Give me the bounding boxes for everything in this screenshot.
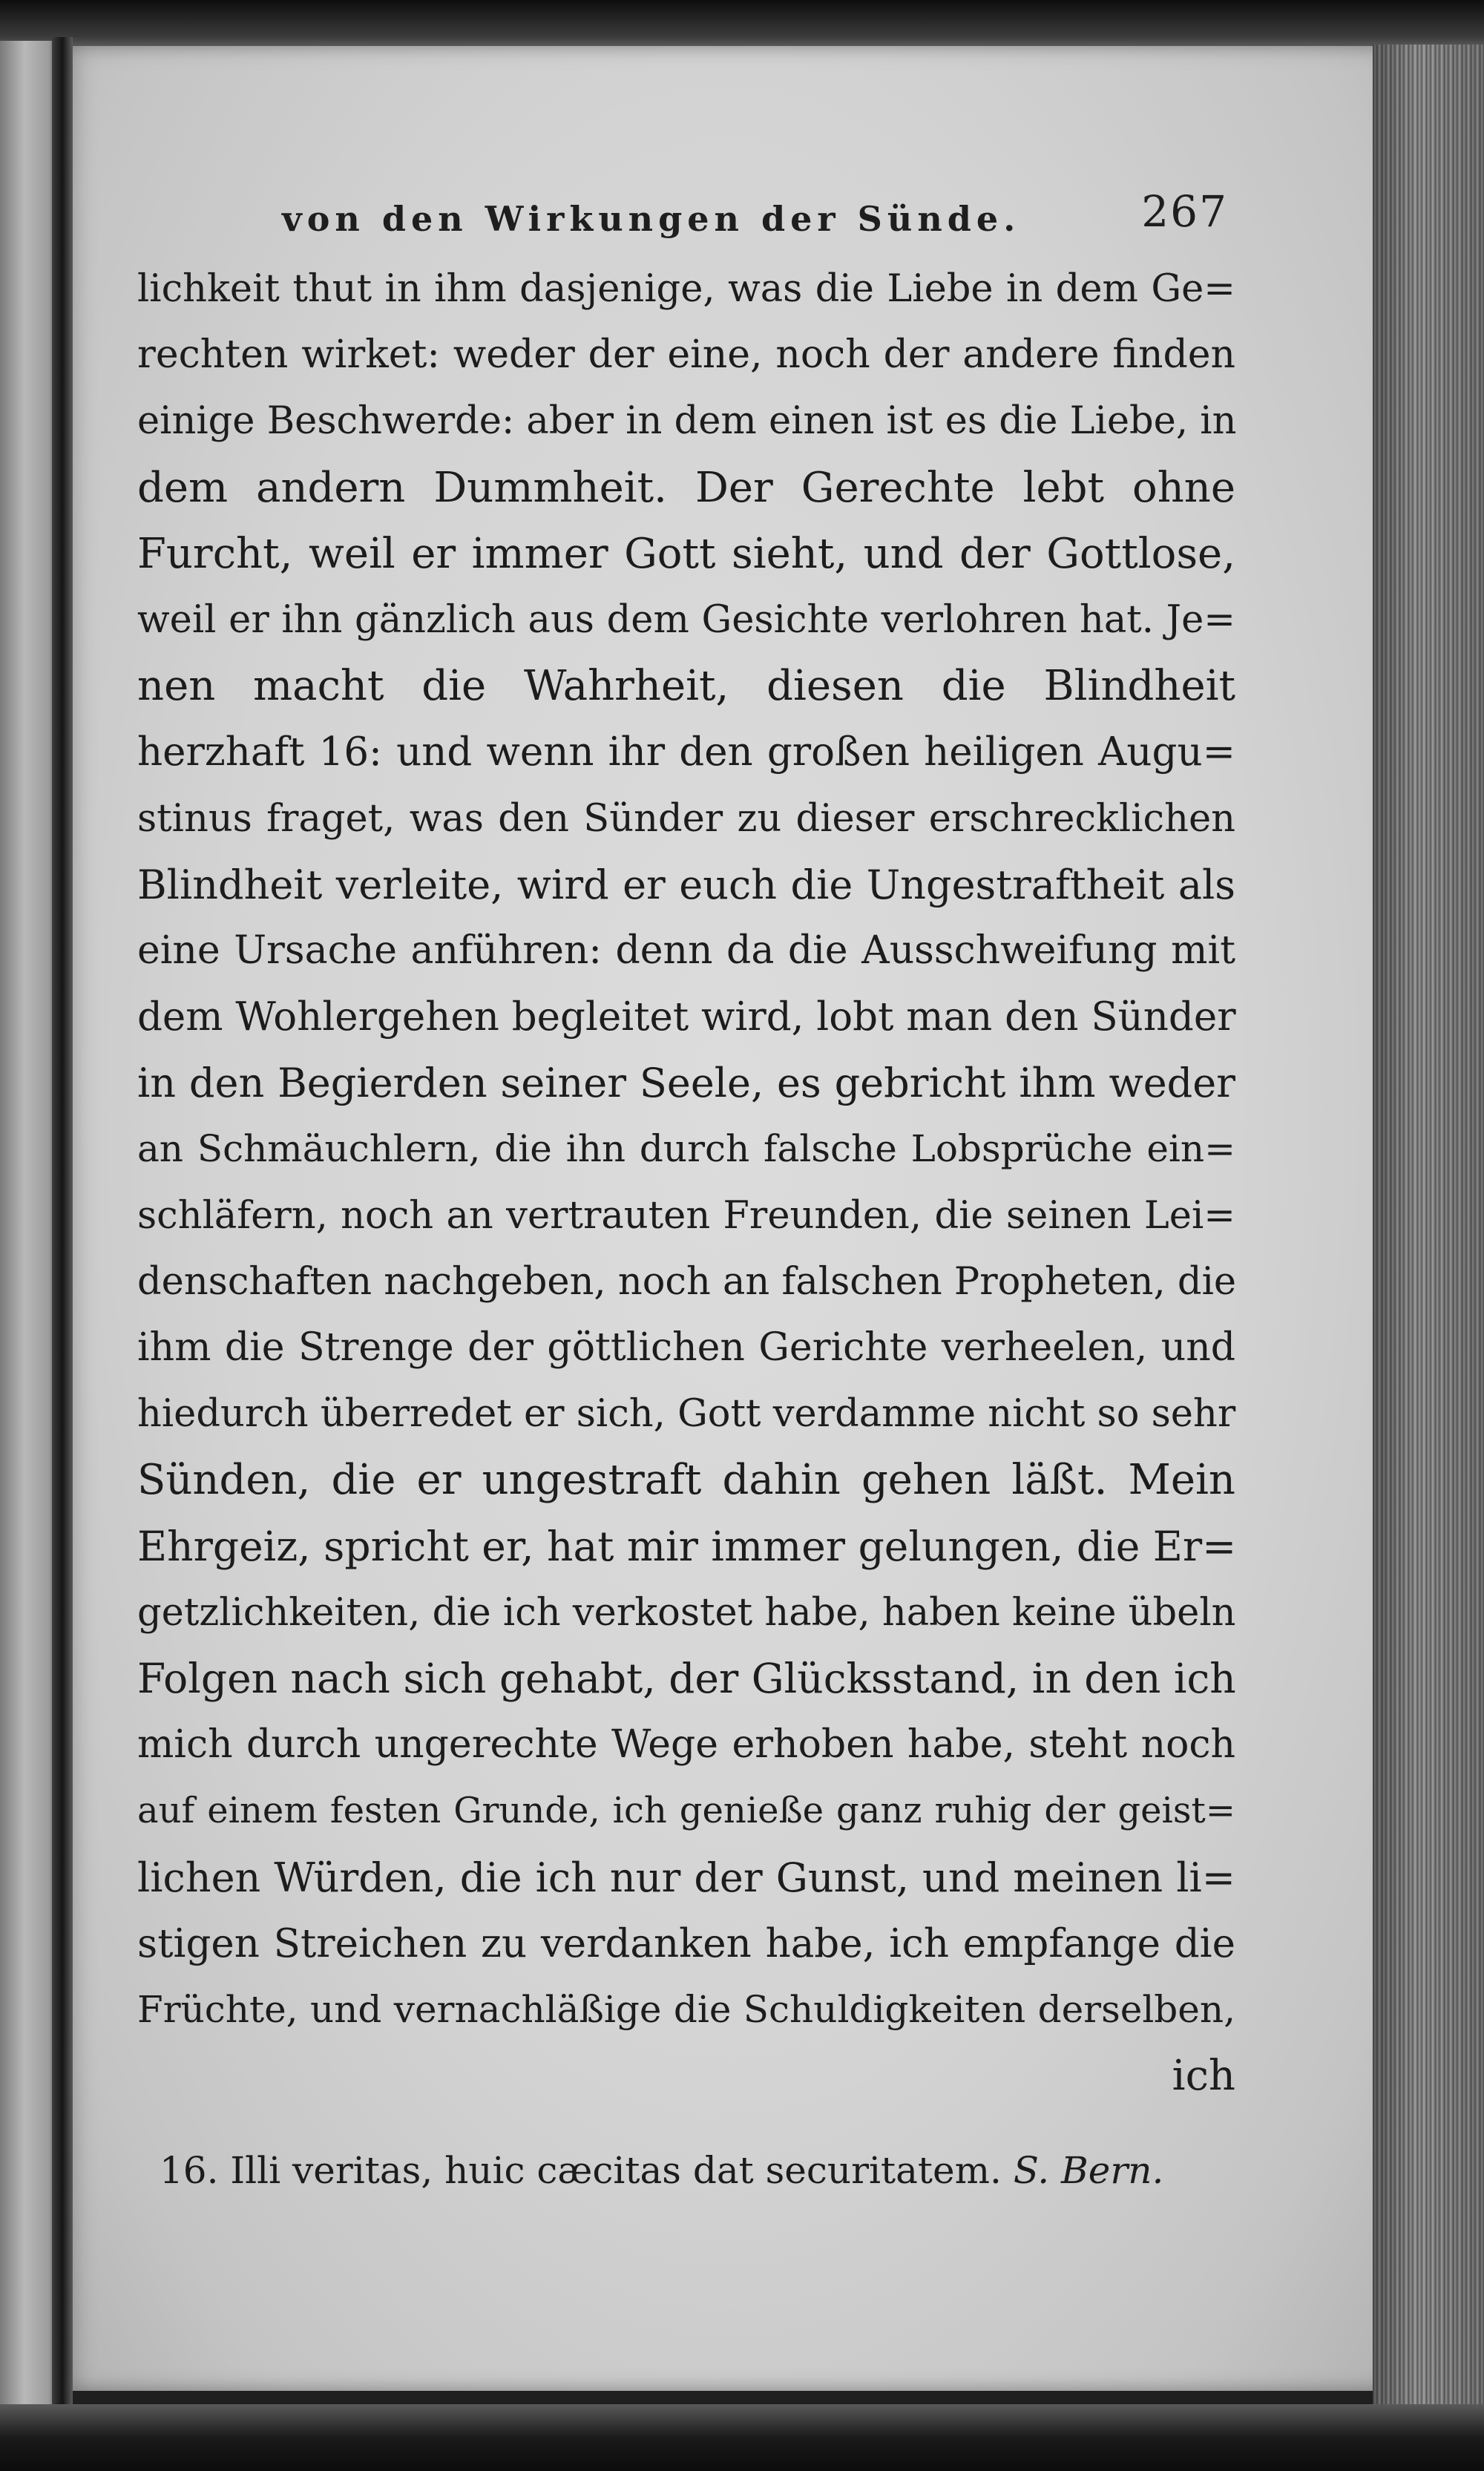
text-line: Folgen nach sich gehabt, der Glücksstand, in den ich [137,1654,1236,1702]
catchword: ich [1172,2052,1235,2101]
book-gutter [52,37,73,2434]
footnote-source: S. Bern. [1013,2149,1164,2192]
text-line: an Schmäuchlern, die ihn durch falsche Lobsprüche ein= [137,1127,1235,1171]
text-line: denschaften nachgeben, noch an falschen Propheten, die [137,1259,1237,1304]
text-line: dem andern Dummheit. Der Gerechte lebt ohne [137,463,1235,512]
text-line: getzlichkeiten, die ich verkostet habe, haben keine übeln [137,1590,1236,1635]
text-line: eine Ursache anführen: denn da die Ausschweifung mit [137,928,1235,973]
text-line: stigen Streichen zu verdanken habe, ich empfange die [137,1920,1235,1966]
text-line: nen macht die Wahrheit, diesen die Blindheit [137,662,1235,711]
text-line: lichen Würden, die ich nur der Gunst, und meinen li= [137,1854,1235,1901]
text-line: ihm die Strenge der göttlichen Gerichte verheelen, und [137,1325,1235,1370]
text-line: Furcht, weil er immer Gott sieht, und der Gottlose, [137,529,1235,578]
text-line: herzhaft 16: und wenn ihr den großen heiligen Augu= [137,729,1235,775]
bottom-shadow [0,2404,1484,2471]
text-line: hiedurch überredet er sich, Gott verdamme nicht so sehr [137,1392,1236,1437]
text-line: lichkeit thut in ihm dasjenige, was die Liebe in dem Ge= [137,267,1235,311]
text-line: in den Begierden seiner Seele, es gebricht ihm weder [137,1060,1235,1107]
text-line: auf einem festen Grunde, ich genieße ganz ruhig der geist= [137,1790,1235,1832]
page-block-edges [1373,45,1484,2426]
text-line: mich durch ungerechte Wege erhoben habe, steht noch [137,1722,1235,1768]
page-number: 267 [1141,186,1228,237]
text-line: Ehrgeiz, spricht er, hat mir immer gelungen, die Er= [137,1522,1237,1570]
text-line: Früchte, und vernachläßige die Schuldigkeiten derselben, [137,1987,1235,2031]
footnote-text: 16. Illi veritas, huic cæcitas dat securitatem. [160,2149,1002,2192]
running-head: von den Wirkungen der Sünde. [282,199,1021,239]
text-line: Sünden, die er ungestraft dahin gehen läßt. Mein [137,1456,1235,1505]
body-text [137,256,1235,2109]
text-line: einige Beschwerde: aber in dem einen ist es die Liebe, in [137,399,1237,444]
text-line: weil er ihn gänzlich aus dem Gesichte verlohren hat. Je= [137,597,1235,642]
text-line: dem Wohlergehen begleitet wird, lobt man den Sünder [137,994,1236,1040]
text-line: Blindheit verleite, wird er euch die Ungestraftheit als [137,861,1235,908]
text-line: schläfern, noch an vertrauten Freunden, die seinen Lei= [137,1193,1235,1238]
text-line: stinus fraget, was den Sünder zu dieser erschrecklichen [137,796,1235,841]
top-shadow [0,0,1484,52]
text-line: rechten wirket: weder der eine, noch der andere finden [137,332,1235,378]
footnote [160,2141,1198,2200]
